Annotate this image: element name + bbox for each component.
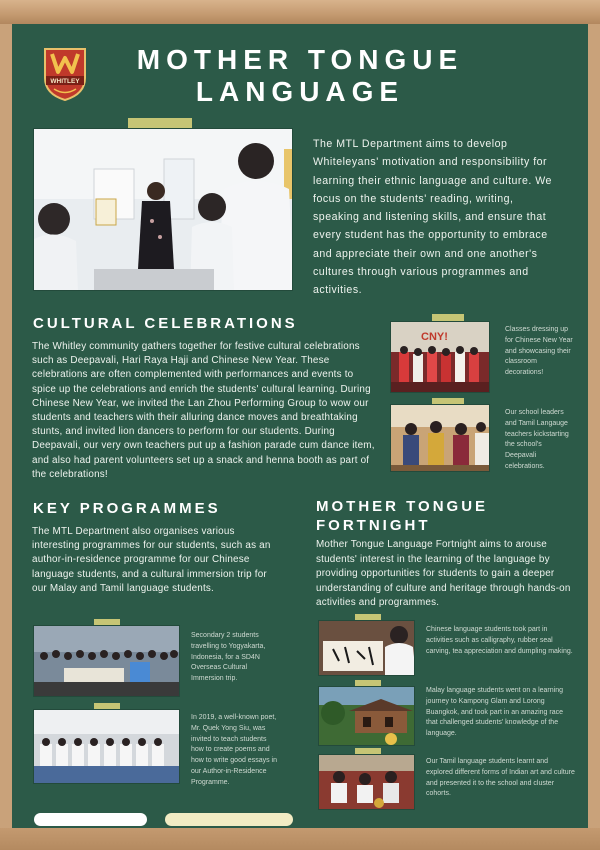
wooden-frame-bottom: [0, 828, 600, 850]
school-crest-logo: [42, 46, 88, 102]
intro-paragraph: The MTL Department aims to develop Whiteleyans' motivation and responsibility for learning their ethnic language and culture. We focus on the students' reading, writing, speaking and listening skills, and ensure that every student has the opportunity to embrace and appreciate their own and one another's cultures through various programmes and activities.: [313, 138, 552, 297]
page-title: [120, 44, 480, 108]
fortnight-heading-line-2: FORTNIGHT: [316, 517, 431, 534]
wooden-frame-top: [0, 0, 600, 24]
fortnight-paragraph: Mother Tongue Language Fortnight aims to arouse students' interest in the learning of the language by providing opportunities for students to gain a deeper understanding of culture and heritage through hands-on activities and programmes.: [316, 539, 571, 609]
deepavali-photo: [390, 404, 490, 472]
title-line-2: LANGUAGE: [195, 76, 405, 107]
immersion-trip-caption: Secondary 2 students travelling to Yogyakarta, Indonesia, for a SD4N Overseas Cultural Immersion trip.: [191, 632, 266, 683]
key-programmes-paragraph: The MTL Department also organises various interesting programmes for our students, such as an author-in-residence programme for our Chinese language students, and a cultural immersion trip for our Malay and Tamil language students.: [32, 526, 271, 594]
cny-photo-caption: Classes dressing up for Chinese New Year and showcasing their classroom decorations!: [505, 326, 573, 377]
fortnight-heading: [316, 497, 488, 535]
classroom-teacher-photo: [33, 128, 293, 291]
kampong-caption: Malay language students went on a learning journey to Kampong Glam and Lorong Buangkok, and took part in an amazing race that challenged students' knowledge of the language.: [426, 687, 563, 738]
key-programmes-heading: KEY PROGRAMMES: [33, 500, 221, 517]
kampong-photo: [318, 686, 415, 746]
title-line-1: MOTHER TONGUE: [136, 44, 464, 75]
author-residence-caption: In 2019, a well-known poet, Mr. Quek Yong Siu, was invited to teach students how to create poems and how to write good essays in our Author-in-Residence Programme.: [191, 714, 277, 786]
calligraphy-caption: Chinese language students took part in activities such as calligraphy, rubber seal carving, tea appreciation and dumpling making.: [426, 626, 573, 655]
fortnight-heading-line-1: MOTHER TONGUE: [316, 498, 489, 515]
indian-art-caption: Our Tamil language students learnt and explored different forms of Indian art and culture and presented it to the school and cluster cohorts.: [426, 758, 575, 798]
chalk-eraser-cream: [165, 813, 293, 826]
author-residence-photo: [33, 709, 180, 784]
cny-sign-text: CNY!: [421, 331, 448, 343]
cultural-celebrations-heading: CULTURAL CELEBRATIONS: [33, 315, 298, 332]
logo-text: WHITLEY: [50, 78, 80, 85]
calligraphy-photo: [318, 620, 415, 676]
deepavali-photo-caption: Our school leaders and Tamil Langauge teachers kickstarting the school's Deepavali celebrations.: [505, 409, 569, 470]
cultural-celebrations-paragraph: The Whitley community gathers together for festive cultural celebrations such as Deepavali, Hari Raya Haji and Chinese New Year. These celebrations are often complemented with performances and events to spice up the celebrations and enrich the students' cultural learning. During Chinese New Year, we invited the Lan Zhou Performing Group to wow our students and teachers with their alluring dance moves and breathtaking stunts, and invited lion dancers to perform for our students. During Deepavali, our very own teachers put up a fashion parade cum dance item, and also had parent volunteers set up a snack and henna booth as part of the celebrations!: [32, 341, 375, 480]
immersion-trip-photo: [33, 625, 180, 697]
cny-classroom-photo: [390, 321, 490, 393]
indian-art-photo: [318, 754, 415, 810]
chalk-eraser-white: [34, 813, 147, 826]
